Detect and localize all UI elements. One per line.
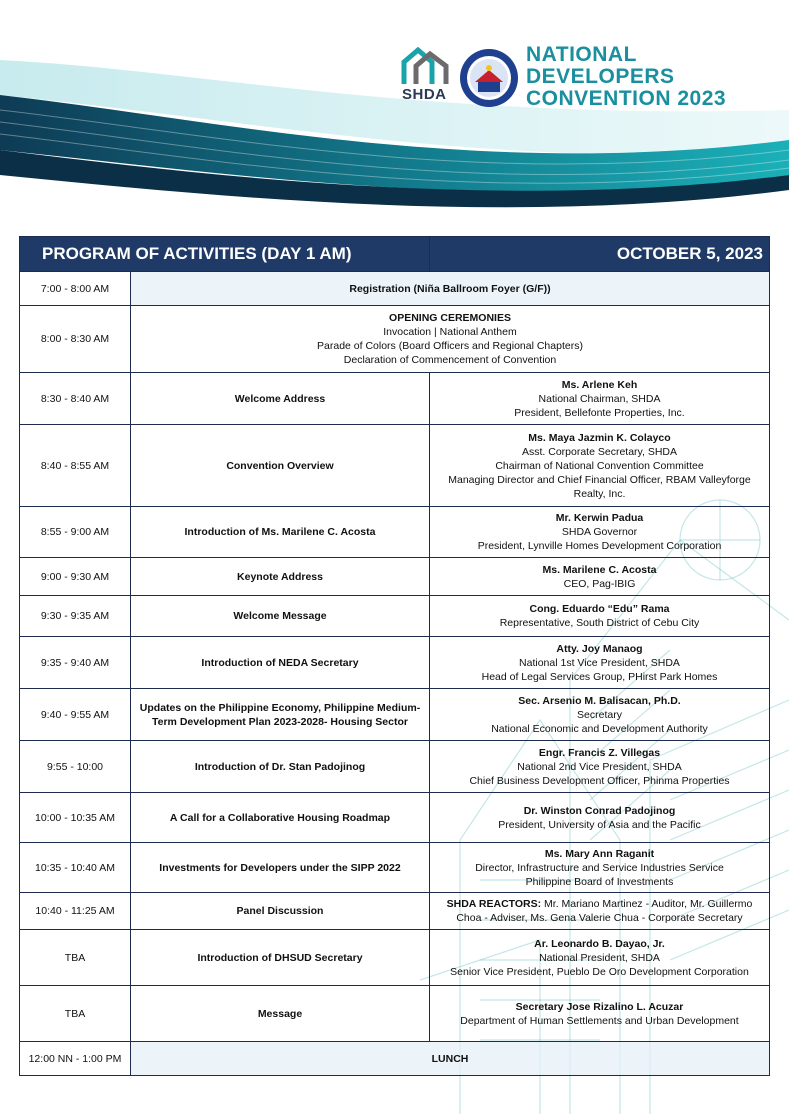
activity-cell: Welcome Message	[131, 596, 430, 637]
speaker-name: Ms. Arlene Keh	[561, 378, 638, 391]
speaker-line: CEO, Pag-IBIG	[563, 577, 636, 590]
speaker-cell	[430, 507, 770, 558]
government-seal-logo	[459, 48, 519, 108]
activity-cell: Introduction of NEDA Secretary	[131, 637, 430, 689]
table-row	[20, 793, 770, 843]
speaker-cell	[430, 558, 770, 596]
table-row	[20, 272, 770, 306]
reactors-label: SHDA REACTORS:	[446, 898, 542, 910]
activity-cell: A Call for a Collaborative Housing Roadmap	[131, 793, 430, 843]
speaker-name: Dr. Winston Conrad Padojinog	[523, 804, 676, 817]
speaker-line: National Chairman, SHDA	[538, 392, 661, 405]
opening-line: Parade of Colors (Board Officers and Regional Chapters)	[317, 340, 583, 352]
speaker-line: SHDA Governor	[561, 526, 638, 538]
table-row	[20, 306, 770, 373]
speaker-cell	[430, 843, 770, 893]
opening-line: Declaration of Commencement of Convention	[343, 354, 557, 366]
speaker-line: Philippine Board of Investments	[525, 875, 674, 888]
speaker-cell	[430, 425, 770, 507]
speaker-line: National 1st Vice President, SHDA	[519, 656, 680, 669]
speaker-line: Chairman of National Convention Committee	[495, 459, 704, 472]
time-cell: TBA	[20, 930, 131, 986]
time-cell: 9:30 - 9:35 AM	[20, 596, 131, 637]
time-cell: 9:35 - 9:40 AM	[20, 637, 131, 689]
convention-title-line: CONVENTION 2023	[526, 87, 727, 110]
table-row	[20, 930, 770, 986]
speaker-name: Ms. Mary Ann Raganit	[544, 847, 655, 860]
program-table	[19, 236, 770, 1076]
time-cell: 12:00 NN - 1:00 PM	[20, 1042, 131, 1076]
shda-logo	[400, 46, 452, 108]
speaker-name: Engr. Francis Z. Villegas	[538, 746, 661, 759]
opening-title: OPENING CEREMONIES	[389, 312, 511, 324]
activity-cell: Welcome Address	[131, 373, 430, 425]
time-cell: 8:00 - 8:30 AM	[20, 306, 131, 373]
speaker-line: National Economic and Development Authority	[491, 722, 708, 735]
time-cell: 7:00 - 8:00 AM	[20, 272, 131, 306]
time-cell: 8:55 - 9:00 AM	[20, 507, 131, 558]
table-row	[20, 741, 770, 793]
speaker-cell	[430, 986, 770, 1042]
speaker-line: Department of Human Settlements and Urban Development	[460, 1014, 739, 1027]
table-row	[20, 507, 770, 558]
table-row	[20, 558, 770, 596]
speaker-line: Head of Legal Services Group, PHirst Park Homes	[481, 670, 718, 683]
speaker-line: Asst. Corporate Secretary, SHDA	[521, 445, 678, 458]
speaker-line: Managing Director and Chief Financial Officer, RBAM Valleyforge	[448, 473, 751, 486]
speaker-name: Ms. Marilene C. Acosta	[542, 563, 657, 576]
activity-cell: Introduction of DHSUD Secretary	[131, 930, 430, 986]
speaker-cell	[430, 930, 770, 986]
speaker-line: Senior Vice President, Pueblo De Oro Development Corporation	[450, 965, 749, 978]
table-row	[20, 1042, 770, 1076]
activity-line: Term Development Plan 2023-2028- Housing Sector	[152, 715, 408, 728]
activity-cell	[131, 689, 430, 741]
reactors-cell	[430, 893, 770, 930]
speaker-line: President, Lynville Homes Development Corporation	[477, 540, 722, 552]
speaker-name: Cong. Eduardo “Edu” Rama	[529, 603, 670, 615]
activity-cell: Introduction of Ms. Marilene C. Acosta	[131, 507, 430, 558]
speaker-line: National 2nd Vice President, SHDA	[517, 760, 682, 773]
program-date: OCTOBER 5, 2023	[430, 237, 770, 272]
speaker-name: Ar. Leonardo B. Dayao, Jr.	[534, 937, 665, 950]
table-row	[20, 843, 770, 893]
table-row	[20, 689, 770, 741]
table-row	[20, 637, 770, 689]
activity-cell: Message	[131, 986, 430, 1042]
reactors-line: Mr. Mariano Martinez - Auditor, Mr. Guillermo	[541, 898, 753, 910]
speaker-line: Secretary	[577, 708, 622, 721]
table-row	[20, 425, 770, 507]
table-banner	[20, 237, 770, 272]
speaker-cell	[430, 373, 770, 425]
speaker-name: Atty. Joy Manaog	[556, 642, 643, 655]
speaker-line: President, Bellefonte Properties, Inc.	[514, 406, 685, 419]
time-cell: 9:55 - 10:00	[20, 741, 131, 793]
speaker-cell	[430, 741, 770, 793]
table-row	[20, 596, 770, 637]
shda-logo-text: SHDA	[402, 86, 447, 103]
convention-title	[526, 44, 726, 110]
program-title: PROGRAM OF ACTIVITIES (DAY 1 AM)	[20, 237, 430, 272]
speaker-line: National President, SHDA	[539, 951, 660, 964]
activity-cell: Panel Discussion	[131, 893, 430, 930]
opening-ceremonies-cell	[131, 306, 770, 373]
speaker-name: Sec. Arsenio M. Balisacan, Ph.D.	[518, 694, 681, 707]
time-cell: 10:00 - 10:35 AM	[20, 793, 131, 843]
activity-cell: Keynote Address	[131, 558, 430, 596]
table-row	[20, 986, 770, 1042]
speaker-name: Ms. Maya Jazmin K. Colayco	[528, 431, 671, 444]
reactors-line: Choa - Adviser, Ms. Gena Valerie Chua - Corporate Secretary	[456, 912, 743, 924]
speaker-line: Chief Business Development Officer, Phinma Properties	[469, 774, 730, 787]
activity-cell: Convention Overview	[131, 425, 430, 507]
speaker-line: President, University of Asia and the Pacific	[498, 818, 701, 831]
time-cell: 8:30 - 8:40 AM	[20, 373, 131, 425]
time-cell: 8:40 - 8:55 AM	[20, 425, 131, 507]
header-banner	[0, 0, 789, 210]
speaker-cell	[430, 637, 770, 689]
time-cell: TBA	[20, 986, 131, 1042]
table-row	[20, 893, 770, 930]
speaker-cell	[430, 689, 770, 741]
speaker-cell	[430, 596, 770, 637]
registration-cell: Registration (Niña Ballroom Foyer (G/F))	[131, 272, 770, 306]
opening-line: Invocation | National Anthem	[383, 326, 517, 338]
time-cell: 9:00 - 9:30 AM	[20, 558, 131, 596]
speaker-cell	[430, 793, 770, 843]
time-cell: 10:35 - 10:40 AM	[20, 843, 131, 893]
activity-cell: Investments for Developers under the SIPP 2022	[131, 843, 430, 893]
speaker-line: Realty, Inc.	[573, 487, 626, 500]
activity-cell: Introduction of Dr. Stan Padojinog	[131, 741, 430, 793]
lunch-cell: LUNCH	[131, 1042, 770, 1076]
time-cell: 10:40 - 11:25 AM	[20, 893, 131, 930]
activity-line: Updates on the Philippine Economy, Philippine Medium-	[139, 701, 421, 714]
speaker-name: Secretary Jose Rizalino L. Acuzar	[515, 1000, 684, 1013]
speaker-line: Representative, South District of Cebu City	[499, 617, 700, 629]
speaker-line: Director, Infrastructure and Service Industries Service	[475, 861, 724, 874]
table-row	[20, 373, 770, 425]
time-cell: 9:40 - 9:55 AM	[20, 689, 131, 741]
convention-title-line: DEVELOPERS	[526, 65, 675, 88]
speaker-name: Mr. Kerwin Padua	[555, 512, 644, 524]
convention-title-line: NATIONAL	[526, 43, 637, 66]
